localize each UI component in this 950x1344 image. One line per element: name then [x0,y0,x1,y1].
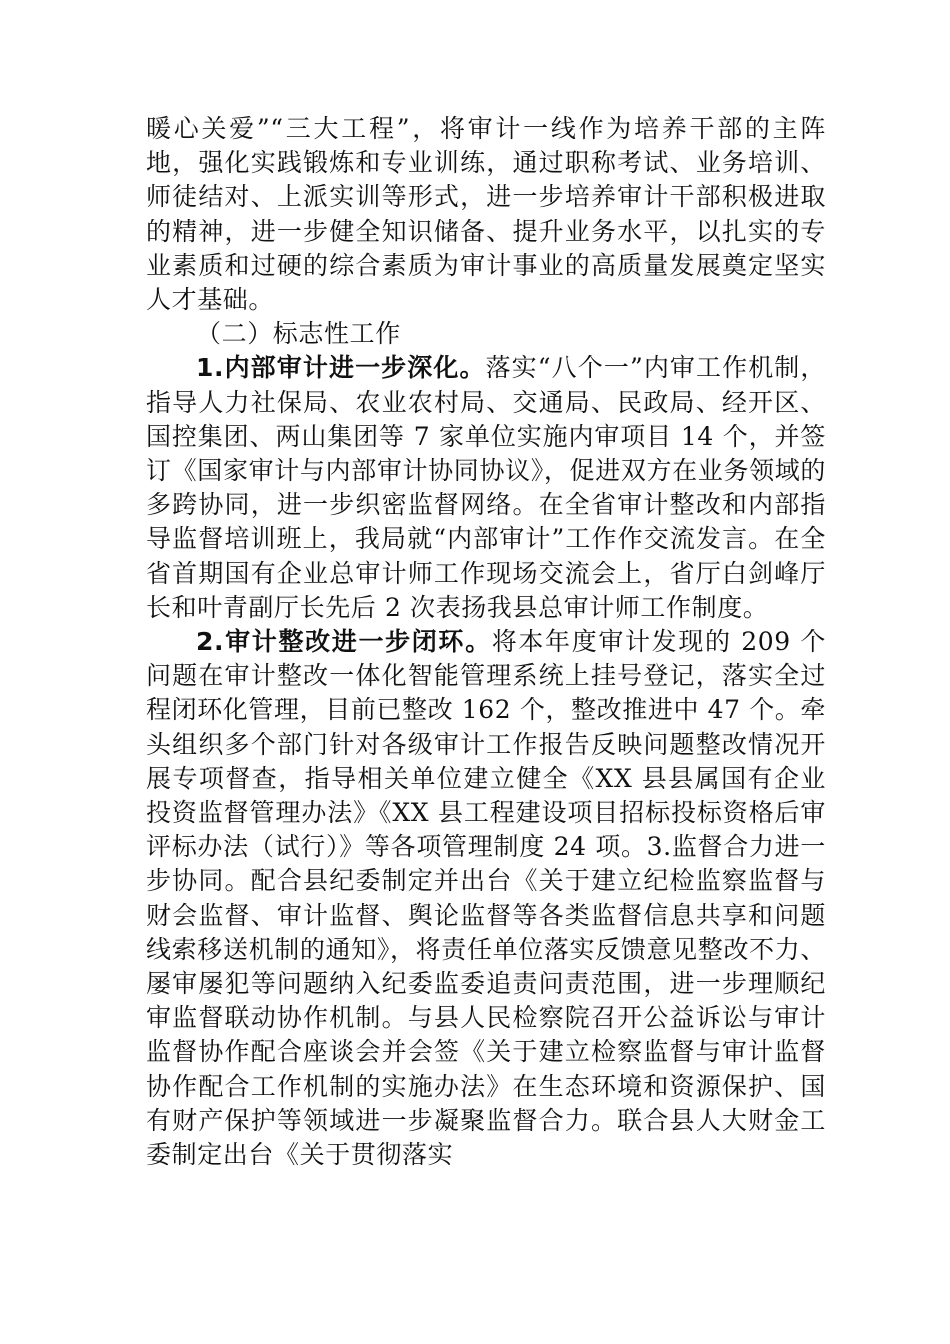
item-lead-audit-rectification: 2.审计整改进一步闭环。 [196,627,492,657]
paragraph-talent-building: 暖心关爱”“三大工程”，将审计一线作为培养干部的主阵地，强化实践锻炼和专业训练，通过职称考试、业务培训、师徒结对、上派实训等形式，进一步培养审计干部积极进取的精神，进一步健全知识储备、提升业务水平，以扎实的专业素质和过硬的综合素质为审计事业的高质量发展奠定坚实人才基础。 [146,114,826,315]
item-text-audit-rectification: 将本年度审计发现的 209 个问题在审计整改一体化智能管理系统上挂号登记，落实全过程闭环化管理，目前已整改 162 个，整改推进中 47 个。牵头组织多个部门针对各级审计工作报告反映问题整改情况开展专项督查，指导相关单位建立健全《XX 县县属国有企业投资监督管理办法》《XX 县工程建设项目招标投标资格后审评标办法（试行）》等各项管理制度 24 项。3.监督合力进一步协同。配合县纪委制定并出台《关于建立纪检监察监督与财会监督、审计监督、舆论监督等各类监督信息共享和问题线索移送机制的通知》，将责任单位落实反馈意见整改不力、屡审屡犯等问题纳入纪委监委追责问责范围，进一步理顺纪审监督联动协作机制。与县人民检察院召开公益诉讼与审计监督协作配合座谈会并会签《关于建立检察监督与审计监督协作配合工作机制的实施办法》在生态环境和资源保护、国有财产保护等领域进一步凝聚监督合力。联合县人大财金工委制定出台《关于贯彻落实 [146,627,826,1170]
item-lead-internal-audit: 1.内部审计进一步深化。 [196,353,486,383]
item-text-internal-audit: 落实“八个一”内审工作机制，指导人力社保局、农业农村局、交通局、民政局、经开区、国控集团、两山集团等 7 家单位实施内审项目 14 个，并签订《国家审计与内部审计协同协议》，促进双方在业务领域的多跨协同，进一步织密监督网络。在全省审计整改和内部指导监督培训班上，我局就“内部审计”工作作交流发言。在全省首期国有企业总审计师工作现场交流会上，省厅白剑峰厅长和叶青副厅长先后 2 次表扬我县总审计师工作制度。 [146,353,827,622]
section-heading: （二）标志性工作 [196,319,401,349]
document-body [146,112,826,1172]
paragraph-audit-rectification [146,625,826,1172]
paragraph-internal-audit [146,351,826,625]
